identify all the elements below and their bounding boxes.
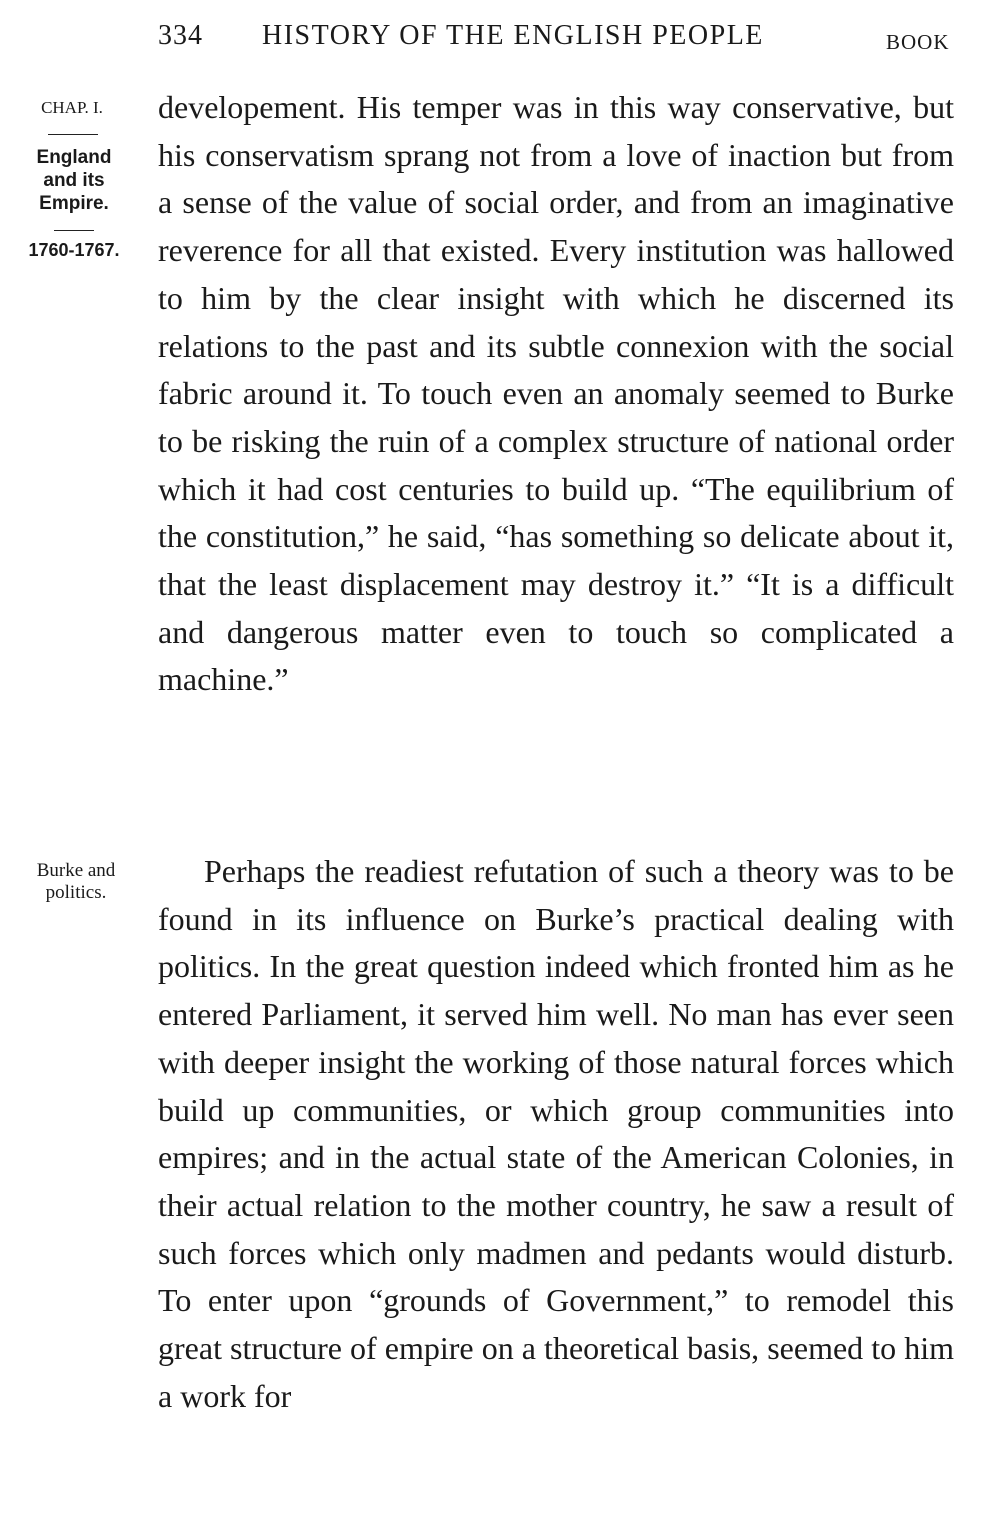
margin-side-note-line: Burke and bbox=[36, 860, 116, 881]
margin-heading-line: and its bbox=[43, 170, 105, 191]
margin-chapter-label: CHAP. I. bbox=[41, 98, 103, 117]
margin-rule-bottom bbox=[54, 230, 94, 231]
running-title: HISTORY OF THE ENGLISH PEOPLE bbox=[262, 20, 764, 51]
margin-side-note-line: politics. bbox=[45, 882, 107, 903]
margin-heading-line: England bbox=[36, 147, 112, 168]
body-paragraph: developement. His temper was in this way conservative, but his conservatism sprang not from a love of inaction but from a sense of the value of social order, and from an imaginative reverence for all that existed. Every institution was hallowed to him by the clear insight with which he discerned its relations to the past and its subtle connexion with the social fabric around it. To touch even an anomaly seemed to Burke to be risking the ruin of a complex structure of national order which it had cost centuries to build up. “The equilibrium of the constitution,” he said, “has something so delicate about it, that the least displacement may destroy it.” “It is a difficult and dangerous matter even to touch so complicated a machine.” bbox=[158, 89, 954, 698]
running-header bbox=[0, 14, 1000, 62]
page-number: 334 bbox=[158, 20, 203, 51]
margin-side-note bbox=[12, 860, 140, 904]
margin-dates: 1760-1767. bbox=[28, 240, 120, 260]
margin-heading-line: Empire. bbox=[39, 193, 109, 214]
book-label: BOOK bbox=[886, 30, 950, 54]
margin-rule-top bbox=[48, 134, 98, 135]
margin-section-heading bbox=[10, 146, 138, 215]
body-paragraph: Perhaps the readiest refutation of such a theory was to be found in its influence on Burke’s practical dealing with politics. In the great question indeed which fronted him as he entered Parliament, it served him well. No man has ever seen with deeper insight the working of those natural forces which build up communities, or which group communities into empires; and in the actual state of the American Colonies, in their actual relation to the mother country, he saw a result of such forces which only madmen and pedants would disturb. To enter upon “grounds of Government,” to remodel this great structure of empire on a theoretical basis, seemed to him a work for bbox=[158, 853, 954, 1414]
